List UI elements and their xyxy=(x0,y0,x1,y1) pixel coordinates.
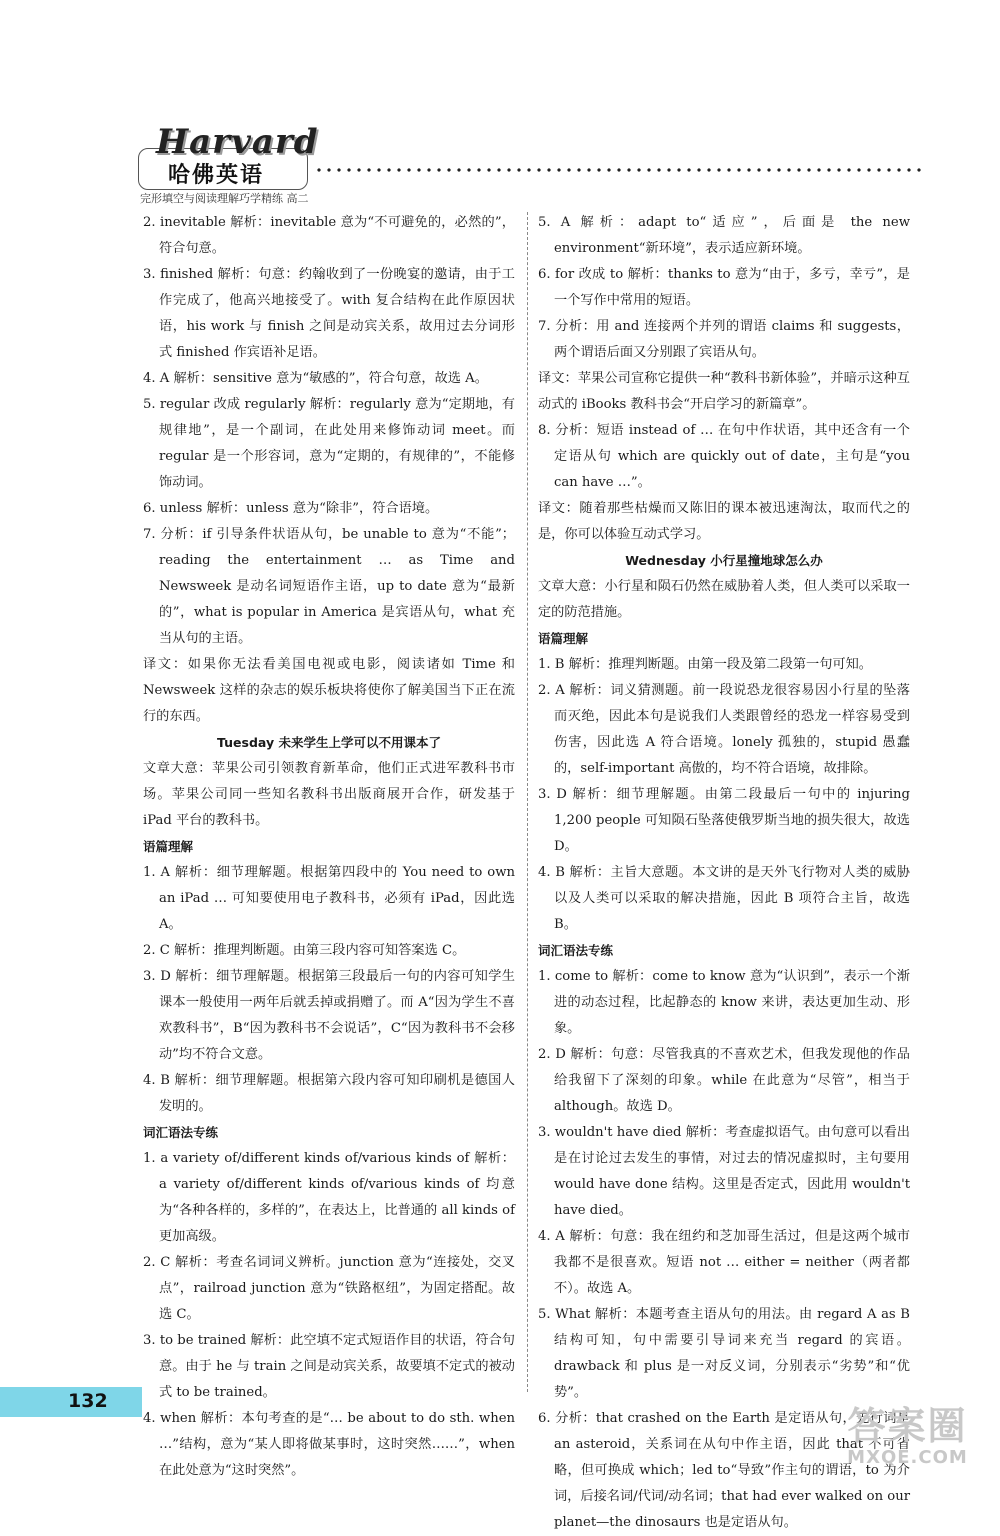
header-dotted-rule xyxy=(314,168,924,172)
answer-item: 2. C 解析：推理判断题。由第三段内容可知答案选 C。 xyxy=(143,943,466,958)
answer-item: 8. 分析：短语 instead of … 在句中作状语，其中还含有一个定语从句 which are quickly out of date，主句是“you can have …”。 xyxy=(538,423,910,490)
article-summary: 文章大意：苹果公司引领教育新革命，他们正式进军教科书市场。苹果公司同一些知名教科书出版商展开合作，研发基于 iPad 平台的教科书。 xyxy=(143,761,515,828)
translation-text: 译文：如果你无法看美国电视或电影，阅读诸如 Time 和 Newsweek 这样的杂志的娱乐板块将使你了解美国当下正在流行的东西。 xyxy=(143,657,515,724)
translation-text: 译文：苹果公司宣称它提供一种“教科书新体验”，并暗示这种互动式的 iBooks 教科书会“开启学习的新篇章”。 xyxy=(538,371,910,412)
left-column xyxy=(143,210,515,1484)
site-watermark xyxy=(820,1405,995,1475)
answer-item: 1. come to 解析：come to know 意为“认识到”，表示一个渐进的动态过程，比起静态的 know 来讲，表达更加生动、形象。 xyxy=(538,969,910,1036)
answer-item: 5. A 解析：adapt to“适应”，后面是 the new environment“新环境”，表示适应新环境。 xyxy=(538,215,910,256)
answer-item: 1. A 解析：细节理解题。根据第四段中的 You need to own an iPad … 可知要使用电子教科书，必须有 iPad，因此选 A。 xyxy=(143,865,515,932)
harvard-logo: Harvard xyxy=(156,122,319,162)
answer-item: 1. a variety of/different kinds of/various kinds of 解析：a variety of/different kinds of/various kinds of 均意为“各种各样的，多样的”，在表达上，比普通的 all kinds of 更加高级。 xyxy=(143,1151,515,1244)
answer-item: 6. 分析：that crashed on the Earth 是定语从句，先行词是 an asteroid，关系词在从句中作主语，因此 that 不可省略，但可换成 which；led to“导致”作主句的谓语，to 为介词，后接名词/代词/动名词；that had ever walked on our planet—the dinosaurs 也是定语从句。 xyxy=(538,1411,910,1530)
answer-item: 3. wouldn't have died 解析：考查虚拟语气。由句意可以看出是在讨论过去发生的事情，对过去的情况虚拟时，主句要用 would have done 结构。这里是否定式，因此用 wouldn't have died。 xyxy=(538,1125,910,1218)
answer-item: 1. B 解析：推理判断题。由第一段及第二段第一句可知。 xyxy=(538,657,872,672)
answer-item: 4. B 解析：主旨大意题。本文讲的是天外飞行物对人类的威胁以及人类可以采取的解决措施，因此 B 项符合主旨，故选 B。 xyxy=(538,865,910,932)
answer-item: 4. B 解析：细节理解题。根据第六段内容可知印刷机是德国人发明的。 xyxy=(143,1073,515,1114)
page-number-tab xyxy=(0,1387,142,1417)
answer-item: 5. What 解析：本题考查主语从句的用法。由 regard A as B 结构可知，句中需要引导词来充当 regard 的宾语。drawback 和 plus 是一对反义词，分别表示“劣势”和“优势”。 xyxy=(538,1307,910,1400)
answer-item: 3. finished 解析：句意：约翰收到了一份晚宴的邀请，由于工作完成了，他高兴地接受了。with 复合结构在此作原因状语，his work 与 finish 之间是动宾关系，故用过去分词形式 finished 作宾语补足语。 xyxy=(143,267,515,360)
watermark-logo: 答案圈 xyxy=(847,1404,968,1448)
answer-item: 4. when 解析：本句考查的是“… be about to do sth. when …”结构，意为“某人即将做某事时，这时突然……”，when 在此处意为“这时突然”。 xyxy=(143,1411,515,1478)
answer-item: 7. 分析：if 引导条件状语从句，be unable to 意为“不能”；reading the entertainment … as Time and Newsweek 是动名词短语作主语，up to date 意为“最新的”，what is popular in America 是宾语从句，what 充当从句的主语。 xyxy=(143,527,515,646)
answer-item: 3. D 解析：细节理解题。由第二段最后一句中的 injuring 1,200 people 可知陨石坠落使俄罗斯当地的损失很大，故选 D。 xyxy=(538,787,910,854)
answer-item: 4. A 解析：sensitive 意为“敏感的”，符合句意，故选 A。 xyxy=(143,371,488,386)
answer-item: 6. for 改成 to 解析：thanks to 意为“由于，多亏，幸亏”，是一个写作中常用的短语。 xyxy=(538,267,910,308)
answer-item: 2. A 解析：词义猜测题。前一段说恐龙很容易因小行星的坠落而灭绝，因此本句是说我们人类跟曾经的恐龙一样容易受到伤害，因此选 A 符合语境。lonely 孤独的，stupid 愚蠢的，self-important 高傲的，均不符合语境，故排除。 xyxy=(538,683,910,776)
section-heading: 词汇语法专练 xyxy=(538,943,614,958)
answer-item: 2. C 解析：考查名词词义辨析。junction 意为“连接处，交叉点”，railroad junction 意为“铁路枢纽”，为固定搭配。故选 C。 xyxy=(143,1255,515,1322)
watermark-url: MXQE.COM xyxy=(847,1447,968,1468)
section-heading: 词汇语法专练 xyxy=(143,1125,219,1140)
answer-item: 2. D 解析：句意：尽管我真的不喜欢艺术，但我发现他的作品给我留下了深刻的印象。while 在此意为“尽管”，相当于 although。故选 D。 xyxy=(538,1047,910,1114)
translation-text: 译文：随着那些枯燥而又陈旧的课本被迅速淘汰，取而代之的是，你可以体验互动式学习。 xyxy=(538,501,910,542)
section-heading: 语篇理解 xyxy=(538,631,589,646)
answer-item: 4. A 解析：句意：我在纽约和芝加哥生活过，但是这两个城市我都不是很喜欢。短语 not … either = neither（两者都不）。故选 A。 xyxy=(538,1229,910,1296)
page-number: 132 xyxy=(68,1390,108,1412)
answer-item: 7. 分析：用 and 连接两个并列的谓语 claims 和 suggests，两个谓语后面又分别跟了宾语从句。 xyxy=(538,319,910,360)
answer-item: 6. unless 解析：unless 意为“除非”，符合语境。 xyxy=(143,501,439,516)
logo-chinese-title: 哈佛英语 xyxy=(168,163,265,188)
answer-item: 5. regular 改成 regularly 解析：regularly 意为“定期地，有规律地”，是一个副词，在此处用来修饰动词 meet。而 regular 是一个形容词，意为“定期的，有规律的”，不能修饰动词。 xyxy=(143,397,515,490)
page-header xyxy=(138,120,928,210)
section-title-wednesday: Wednesday 小行星撞地球怎么办 xyxy=(625,553,823,568)
book-subtitle: 完形填空与阅读理解巧学精练 高二 xyxy=(140,192,309,205)
answer-item: 2. inevitable 解析：inevitable 意为“不可避免的，必然的”，符合句意。 xyxy=(143,215,515,256)
answer-item: 3. D 解析：细节理解题。根据第三段最后一句的内容可知学生课本一般使用一两年后就丢掉或捐赠了。而 A“因为学生不喜欢教科书”，B“因为教科书不会说话”，C“因为教科书不会移动”均不符合文意。 xyxy=(143,969,515,1062)
section-heading: 语篇理解 xyxy=(143,839,194,854)
right-column xyxy=(538,210,910,1536)
column-divider xyxy=(527,212,528,1392)
section-title-tuesday: Tuesday 未来学生上学可以不用课本了 xyxy=(217,735,441,750)
answer-item: 3. to be trained 解析：此空填不定式短语作目的状语，符合句意。由于 he 与 train 之间是动宾关系，故要填不定式的被动式 to be trained。 xyxy=(143,1333,515,1400)
article-summary: 文章大意：小行星和陨石仍然在威胁着人类，但人类可以采取一定的防范措施。 xyxy=(538,579,910,620)
